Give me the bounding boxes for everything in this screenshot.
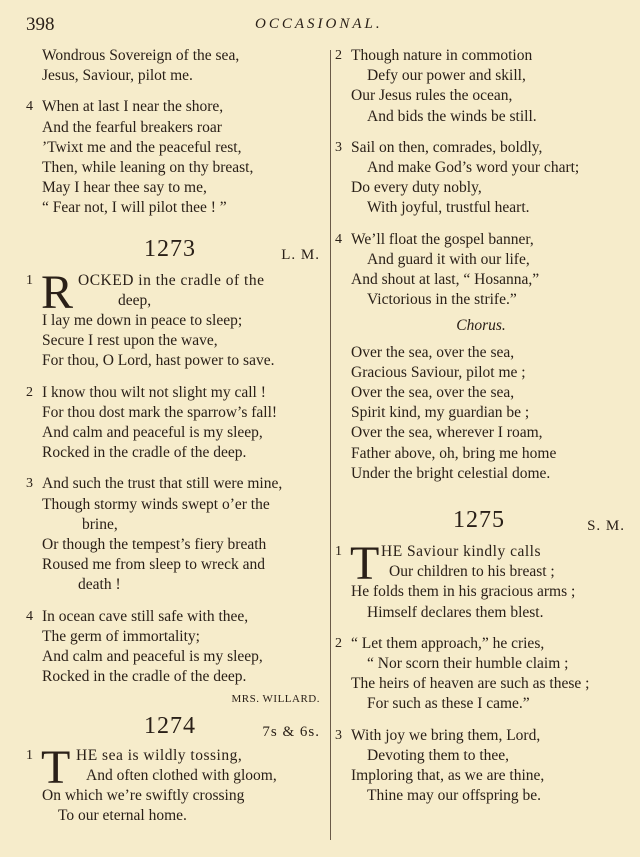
verse-line: In ocean cave still safe with thee, — [42, 607, 249, 625]
author-attribution: MRS. WILLARD. — [231, 693, 320, 706]
verse-line: Jesus, Saviour, pilot me. — [42, 67, 193, 85]
stanza-number: 4 — [335, 231, 342, 247]
verse-line: “ Fear not, I will pilot thee ! ” — [42, 199, 227, 217]
running-head: OCCASIONAL. — [255, 16, 383, 32]
verse-line: Over the sea, over the sea, — [351, 384, 515, 402]
stanza-number: 2 — [26, 384, 33, 400]
stanza-number: 1 — [335, 544, 342, 560]
stanza-1 — [26, 740, 324, 827]
verse-line: For such as these I came.” — [367, 695, 530, 713]
stanza-continued — [26, 46, 324, 86]
right-column — [335, 46, 627, 818]
verse-line: Though stormy winds swept o’er the — [42, 495, 270, 513]
stanza-3 — [26, 474, 324, 595]
hymn-meter: L. M. — [281, 246, 320, 263]
verse-line: brine, — [82, 515, 118, 533]
hymn-number: 1274 — [144, 712, 196, 739]
stanza-number: 3 — [26, 476, 33, 492]
verse-line: May I hear thee say to me, — [42, 179, 207, 197]
hymn-number: 1273 — [144, 235, 196, 262]
verse-line: HE sea is wildly tossing, — [76, 746, 243, 764]
verse-line: Himself declares them blest. — [367, 603, 544, 621]
stanza-2 — [26, 383, 324, 464]
stanza-1 — [26, 265, 324, 372]
stanza-number: 2 — [335, 635, 342, 651]
verse-line: And calm and peaceful is my sleep, — [42, 424, 263, 442]
verse-line: And such the trust that still were mine, — [42, 475, 283, 493]
verse-line: Imploring that, as we are thine, — [351, 767, 545, 785]
verse-line: Over the sea, wherever I roam, — [351, 424, 543, 442]
verse-line: Devoting them to thee, — [367, 746, 510, 764]
verse-line: And bids the winds be still. — [367, 107, 537, 125]
verse-line: Roused me from sleep to wreck and — [42, 556, 265, 574]
stanza-3 — [335, 726, 627, 807]
verse-line: For thou, O Lord, hast power to save. — [42, 352, 275, 370]
verse-line: ’Twixt me and the peaceful rest, — [42, 138, 242, 156]
verse-line: With joy we bring them, Lord, — [351, 726, 541, 744]
stanza-number: 2 — [335, 48, 342, 63]
verse-line: For thou dost mark the sparrow’s fall! — [42, 403, 278, 421]
left-column — [26, 46, 324, 838]
stanza-number: 1 — [26, 272, 33, 288]
verse-line: Sail on then, comrades, boldly, — [351, 138, 543, 156]
hymn-meter: S. M. — [587, 518, 625, 535]
verse-line: He folds them in his gracious arms ; — [351, 583, 576, 601]
verse-line: Thine may our offspring be. — [367, 787, 542, 805]
verse-line: Do every duty nobly, — [351, 179, 482, 197]
verse-line: Though nature in commotion — [351, 47, 533, 64]
verse-line: Our Jesus rules the ocean, — [351, 87, 513, 105]
stanza-number: 4 — [26, 99, 33, 115]
verse-line: And make God’s word your chart; — [367, 159, 580, 177]
stanza-number: 1 — [26, 747, 33, 763]
stanza-4 — [26, 97, 324, 218]
hymn-header-1274 — [26, 712, 324, 746]
verse-line: Wondrous Sovereign of the sea, — [42, 47, 240, 64]
drop-cap: R — [41, 265, 74, 319]
chorus-label: Chorus. — [456, 317, 506, 335]
verse-line: Or though the tempest’s fiery breath — [42, 536, 267, 554]
stanza-1 — [335, 537, 627, 623]
verse-line: And calm and peaceful is my sleep, — [42, 648, 263, 666]
verse-line: Gracious Saviour, pilot me ; — [351, 363, 526, 381]
verse-line: The germ of immortality; — [42, 627, 200, 645]
verse-line: Rocked in the cradle of the deep. — [42, 444, 247, 462]
verse-line: Spirit kind, my guardian be ; — [351, 404, 530, 422]
verse-line: Secure I rest upon the wave, — [42, 332, 218, 350]
verse-line: I lay me down in peace to sleep; — [42, 312, 243, 330]
verse-line: Under the bright celestial dome. — [351, 464, 551, 482]
stanza-3 — [335, 138, 627, 219]
stanza-2 — [335, 634, 627, 715]
stanza-number: 3 — [335, 727, 342, 743]
hymn-meter: 7s & 6s. — [262, 723, 320, 740]
verse-line: Victorious in the strife.” — [367, 291, 517, 309]
stanza-number: 3 — [335, 139, 342, 155]
verse-line: death ! — [78, 576, 121, 594]
verse-line: Our children to his breast ; — [389, 563, 555, 581]
drop-cap: T — [350, 537, 380, 591]
verse-line: And shout at last, “ Hosanna,” — [351, 271, 540, 289]
verse-line: When at last I near the shore, — [42, 98, 224, 116]
verse-line: With joyful, trustful heart. — [367, 199, 530, 217]
column-divider — [330, 50, 331, 840]
verse-line: OCKED in the cradle of the — [78, 271, 265, 289]
verse-line: The heirs of heaven are such as these ; — [351, 675, 590, 693]
verse-line: And guard it with our life, — [367, 250, 530, 268]
verse-line: And often clothed with gloom, — [86, 766, 277, 784]
verse-line: Then, while leaning on thy breast, — [42, 159, 254, 177]
verse-line: I know thou wilt not slight my call ! — [42, 383, 266, 401]
verse-line: Father above, oh, bring me home — [351, 444, 557, 462]
verse-line: And the fearful breakers roar — [42, 118, 222, 136]
verse-line: Over the sea, over the sea, — [351, 343, 515, 361]
verse-line: Defy our power and skill, — [367, 67, 526, 85]
verse-line: HE Saviour kindly calls — [381, 543, 542, 561]
stanza-4 — [335, 230, 627, 311]
verse-line: We’ll float the gospel banner, — [351, 230, 534, 248]
verse-line: “ Let them approach,” he cries, — [351, 634, 545, 652]
verse-line: deep, — [118, 291, 152, 309]
verse-line: To our eternal home. — [58, 807, 187, 825]
verse-line: “ Nor scorn their humble claim ; — [367, 655, 569, 673]
drop-cap: T — [41, 740, 71, 794]
verse-line: Rocked in the cradle of the deep. — [42, 668, 247, 686]
stanza-4 — [26, 607, 324, 688]
stanza-2 — [335, 46, 627, 127]
stanza-number: 4 — [26, 608, 33, 624]
hymn-number: 1275 — [453, 507, 505, 534]
verse-line: On which we’re swiftly crossing — [42, 787, 245, 805]
chorus — [335, 343, 627, 484]
page-number: 398 — [26, 14, 55, 35]
